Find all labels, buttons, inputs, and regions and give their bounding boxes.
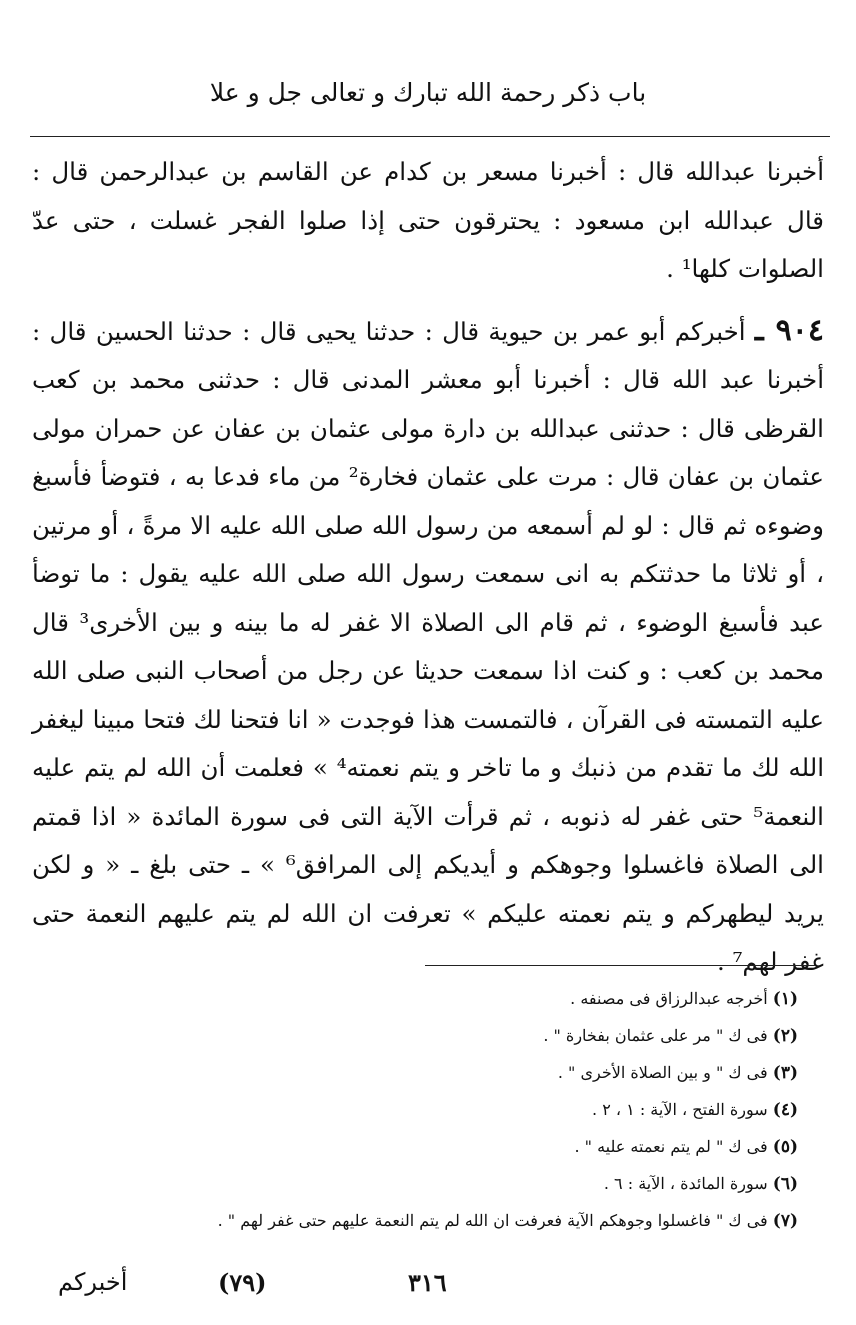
footnotes <box>32 980 798 1239</box>
footnote <box>32 1202 798 1239</box>
footnote-number: (٢) <box>772 1026 798 1046</box>
paragraph-continuation <box>32 148 824 294</box>
page-header-title: باب ذكر رحمة الله تبارك و تعالى جل و علا <box>209 78 647 107</box>
paragraph-hadith-904 <box>32 307 824 987</box>
catchword: أخبركم <box>58 1268 128 1296</box>
footnote-number: (٣) <box>772 1063 798 1083</box>
page-number: ٣١٦ <box>408 1268 447 1297</box>
footnote <box>32 1017 798 1054</box>
footnote-text: فى ك " لم يتم نعمته عليه " . <box>574 1137 768 1156</box>
footnote-number: (١) <box>772 989 798 1009</box>
footnote-text: سورة المائدة ، الآية : ٦ . <box>603 1174 768 1193</box>
footnote <box>32 1128 798 1165</box>
footnote-divider <box>425 965 815 966</box>
page-footer <box>30 1268 826 1308</box>
footnote-text: فى ك " مر على عثمان بفخارة " . <box>543 1026 768 1045</box>
footnote-text: سورة الفتح ، الآية : ١ ، ٢ . <box>592 1100 768 1119</box>
footnote-number: (٤) <box>772 1100 798 1120</box>
main-text <box>32 148 824 987</box>
header-divider <box>30 136 830 137</box>
footnote <box>32 1165 798 1202</box>
footnote-number: (٧) <box>772 1211 798 1231</box>
paragraph-text: أخبرنا عبدالله قال : أخبرنا مسعر بن كدام عن القاسم بن عبدالرحمن قال : قال عبدالله ابن مسعود : يحترقون حتى إذا صلوا الفجر غسلت ، حتى عدّ الصلوات كلها¹ . <box>32 157 824 283</box>
footnote-text: فى ك " و بين الصلاة الأخرى " . <box>557 1063 768 1082</box>
paragraph-text: أخبركم أبو عمر بن حيوية قال : حدثنا يحيى قال : حدثنا الحسين قال : أخبرنا عبد الله قال : أخبرنا أبو معشر المدنى قال : حدثنى محمد بن كعب القرظى قال : حدثنى عبدالله بن دارة مولى عثمان بن عفان عن حمران مولى عثمان بن عفان قال : مرت على عثمان فخارة² من ماء فدعا به ، فتوضأ فأسبغ وضوءه ثم قال : لو لم أسمعه من رسول الله صلى الله عليه الا مرةً ، أو مرتين ، أو ثلاثا ما حدثتكم به انى سمعت رسول الله صلى الله عليه يقول : ما توضأ عبد فأسبغ الوضوء ، ثم قام الى الصلاة الا غفر له ما بينه و بين الأخرى³ قال محمد بن كعب : و كنت اذا سمعت حديثا عن رجل من أصحاب النبى صلى الله عليه التمسته فى القرآن ، فالتمست هذا فوجدت « انا فتحنا لك فتحا مبينا ليغفر الله لك ما تقدم من ذنبك و ما تاخر و يتم نعمته⁴ » فعلمت أن الله لم يتم عليه النعمة⁵ حتى غفر له ذنوبه ، ثم قرأت الآية التى فى سورة المائدة « اذا قمتم الى الصلاة فاغسلوا وجوهكم و أيديكم إلى المرافق⁶ » ـ حتى بلغ ـ « و لكن يريد ليطهركم و يتم نعمته عليكم » تعرفت ان الله لم يتم عليهم النعمة حتى غفر لهم⁷ . <box>32 316 825 976</box>
footnote-text: أخرجه عبدالرزاق فى مصنفه . <box>570 989 768 1008</box>
footnote-text: فى ك " فاغسلوا وجوهكم الآية فعرفت ان الله لم يتم النعمة عليهم حتى غفر لهم " . <box>217 1211 768 1230</box>
footnote <box>32 1054 798 1091</box>
footnote-number: (٦) <box>772 1174 798 1194</box>
footnote <box>32 980 798 1017</box>
footnote-number: (٥) <box>772 1137 798 1157</box>
hadith-number: ٩٠٤ ـ <box>754 312 825 348</box>
part-number: (٧٩) <box>218 1268 267 1297</box>
footnote <box>32 1091 798 1128</box>
